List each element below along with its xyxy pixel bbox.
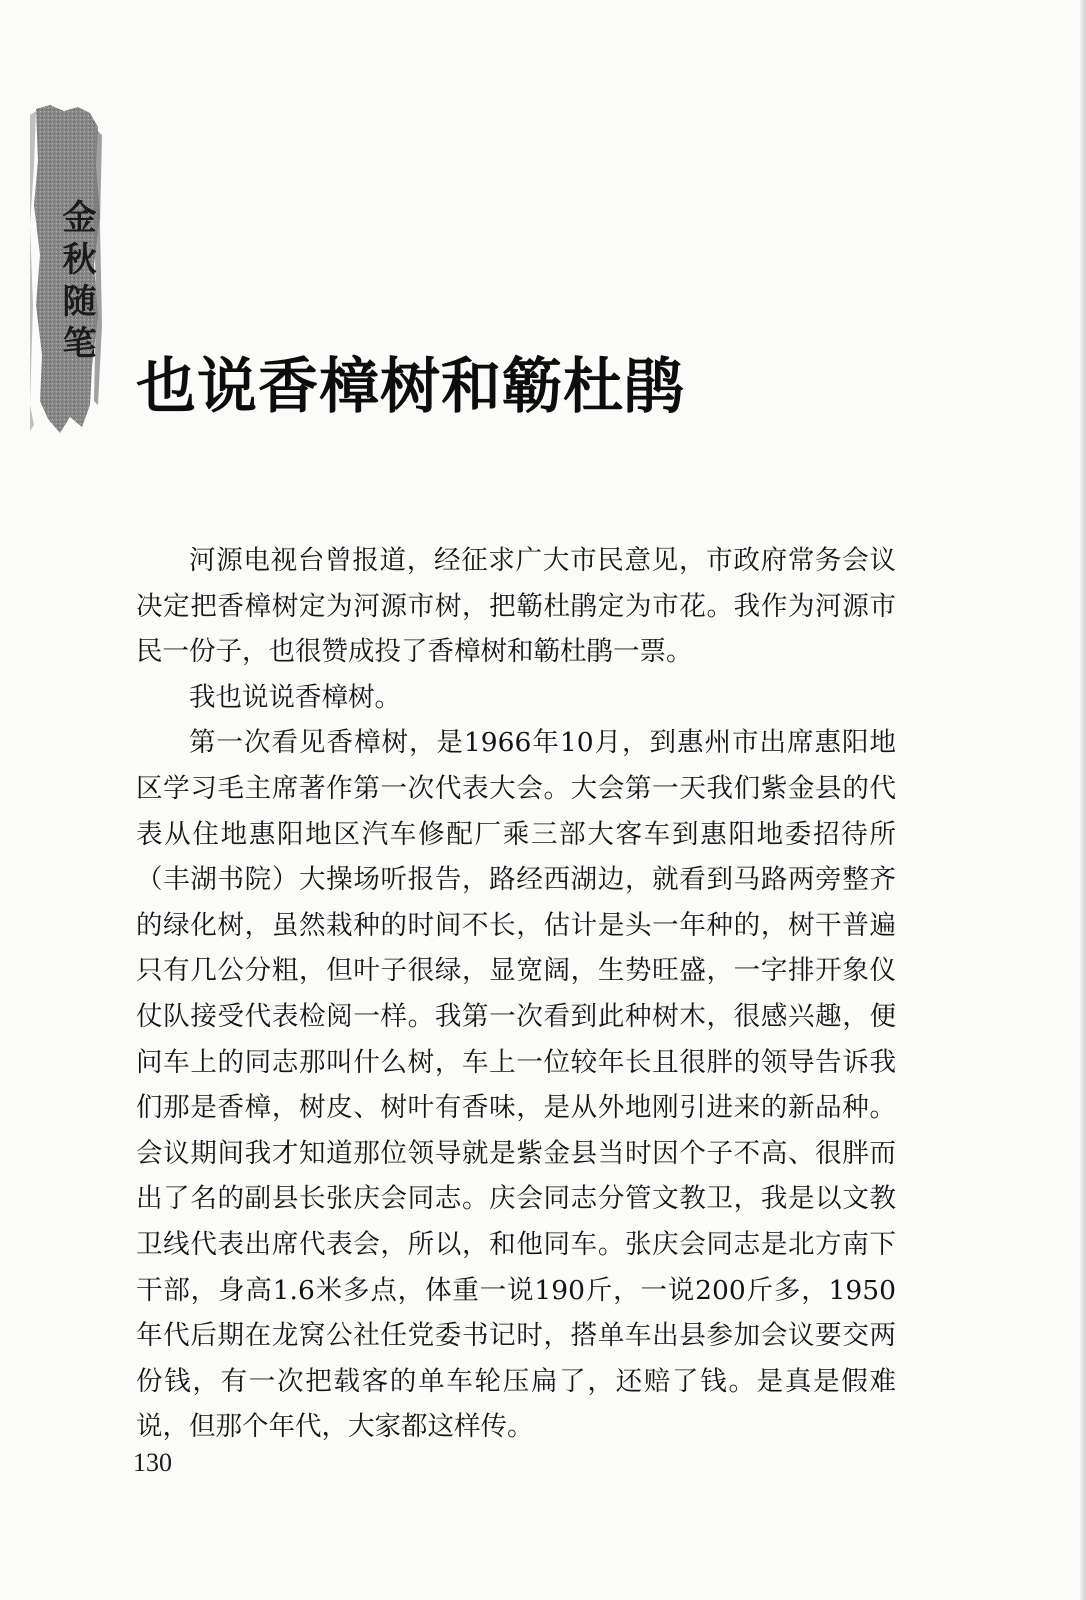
paragraph-3: 第一次看见香樟树，是1966年10月，到惠州市出席惠阳地区学习毛主席著作第一次代表大会。大会第一天我们紫金县的代表从住地惠阳地区汽车修配厂乘三部大客车到惠阳地委招待所（丰湖书院）大操场听报告，路经西湖边，就看到马路两旁整齐的绿化树，虽然栽种的时间不长，估计是头一年种的，树干普遍只有几公分粗，但叶子很绿，显宽阔，生势旺盛，一字排开象仪仗队接受代表检阅一样。我第一次看到此种树木，很感兴趣，便问车上的同志那叫什么树，车上一位较年长且很胖的领导告诉我们那是香樟，树皮、树叶有香味，是从外地刚引进来的新品种。会议期间我才知道那位领导就是紫金县当时因个子不高、很胖而出了名的副县长张庆会同志。庆会同志分管文教卫，我是以文教卫线代表出席代表会，所以，和他同车。张庆会同志是北方南下干部，身高1.6米多点，体重一说190斤，一说200斤多，1950年代后期在龙窝公社任党委书记时，搭单车出县参加会议要交两份钱，有一次把载客的单车轮压扁了，还赔了钱。是真是假难说，但那个年代，大家都这样传。	[136, 727, 896, 1443]
paragraph-1: 河源电视台曾报道，经征求广大市民意见，市政府常务会议决定把香樟树定为河源市树，把簕杜鹃定为市花。我作为河源市民一份子，也很赞成投了香樟树和簕杜鹃一票。	[136, 545, 896, 668]
paragraph-2: 我也说说香樟树。	[189, 681, 401, 713]
page-number: 130	[133, 1448, 172, 1477]
article-title: 也说香樟树和簕杜鹃	[136, 352, 685, 422]
article-body	[136, 538, 896, 1450]
page-edge-shadow	[1080, 0, 1086, 1600]
section-tab	[30, 105, 102, 435]
section-tab-label: 金秋随笔	[56, 199, 96, 367]
